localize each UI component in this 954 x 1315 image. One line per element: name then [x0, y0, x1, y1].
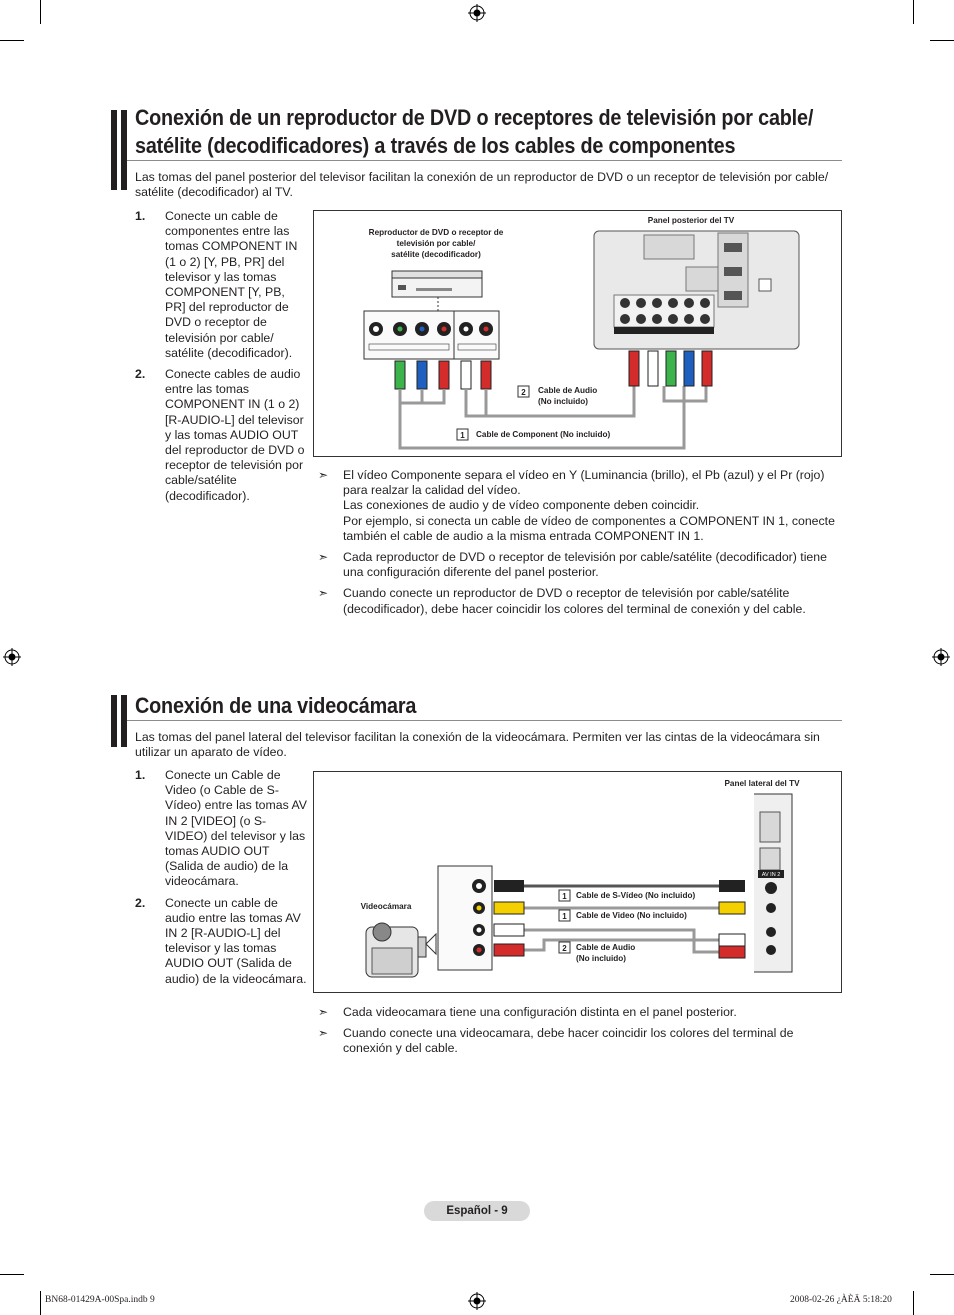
- crop-mark: [40, 0, 41, 24]
- note-item: [318, 586, 838, 616]
- step-number: 2.: [135, 367, 146, 382]
- tv-side-panel: [754, 794, 792, 972]
- dvd-player-icon: [392, 271, 482, 311]
- cable-label: (No incluido): [538, 397, 589, 406]
- cable-number: 1: [562, 892, 567, 901]
- note-list: [318, 468, 838, 623]
- device-label: satélite (decodificador): [391, 250, 481, 259]
- step-number: 2.: [135, 895, 146, 910]
- cable-label: Cable de Audio: [576, 943, 636, 952]
- print-slug: 2008-02-26 ¿ÀÈÄ 5:18:20: [790, 1295, 892, 1305]
- print-slug: BN68-01429A-00Spa.indb 9: [45, 1295, 155, 1305]
- page-title: [135, 104, 813, 160]
- title-rule: [127, 160, 842, 161]
- note-arrow-icon: ➣: [318, 468, 329, 482]
- cable-number: 1: [460, 431, 465, 440]
- tv-plugs: [629, 351, 712, 386]
- camcorder-connection-diagram: [313, 771, 842, 993]
- note-item: [318, 468, 838, 544]
- note-text: Cuando conecte un reproductor de DVD o receptor de televisión por cable/satélite (decodificador), debe hacer coincidir los colores del terminal de conexión y del cable.: [343, 586, 806, 616]
- registration-mark-icon: [932, 648, 950, 666]
- step-item: [135, 367, 307, 504]
- cable-label: Cable de Component (No incluido): [476, 430, 611, 439]
- crop-mark: [930, 40, 954, 41]
- crop-mark: [913, 1291, 914, 1315]
- cable-label: Cable de S-Vídeo (No incluido): [576, 891, 696, 900]
- step-text: Conecte un Cable de Video (o Cable de S-Vídeo) entre las tomas AV IN 2 [VIDEO] (o S-VIDEO) del televisor y las tomas AUDIO OUT (Salida de audio) de la videocámara.: [165, 768, 307, 889]
- camcorder-label: Videocámara: [360, 902, 412, 911]
- intro-text: Las tomas del panel posterior del televisor facilitan la conexión de un reproductor de DVD o un receptor de televisión por cable/ satélite (decodificador) al TV.: [135, 170, 829, 199]
- tv-back-panel: [594, 231, 799, 349]
- step-list: [135, 768, 307, 993]
- page-number: Español - 9: [424, 1201, 530, 1221]
- tv-plugs: [719, 880, 745, 958]
- cable-number: 1: [562, 912, 567, 921]
- tv-panel-label: Panel posterior del TV: [647, 216, 735, 225]
- crop-mark: [40, 1291, 41, 1315]
- note-arrow-icon: ➣: [318, 586, 329, 601]
- cable-label: (No incluido): [576, 954, 627, 963]
- cable-number: 2: [521, 388, 526, 397]
- note-item: [318, 550, 838, 580]
- crop-mark: [0, 40, 24, 41]
- title-line: Conexión de un reproductor de DVD o receptores de televisión por cable/: [135, 105, 814, 130]
- dvd-back-panel: [364, 311, 499, 359]
- cable-label: Cable de Video (No incluido): [576, 911, 687, 920]
- intro-text: Las tomas del panel lateral del televisor facilitan la conexión de la videocámara. Permiten ver las cintas de la videocámara sin utilizar un aparato de vídeo.: [135, 730, 820, 759]
- note-text: Cada reproductor de DVD o receptor de televisión por cable/satélite (decodificador) tiene una configuración diferente del panel posterior.: [343, 550, 827, 580]
- note-text: El vídeo Componente separa el vídeo en Y (Luminancia (brillo), el Pb (azul) y el Pr (rojo) para realzar la calidad del vídeo.: [343, 468, 825, 498]
- device-label: televisión por cable/: [396, 239, 476, 248]
- crop-mark: [913, 0, 914, 24]
- section-title: Conexión de una videocámara: [135, 693, 417, 718]
- step-text: Conecte un cable de audio entre las tomas AV IN 2 [R-AUDIO-L] del televisor y las tomas AUDIO OUT (Salida de audio) de la videocámara.: [165, 895, 307, 986]
- section-bar: [111, 695, 117, 747]
- tv-panel-label: Panel lateral del TV: [724, 779, 800, 788]
- dvd-connection-diagram: [313, 210, 842, 457]
- step-item: [135, 896, 307, 987]
- note-text: Las conexiones de audio y de vídeo componente deben coincidir.: [343, 498, 700, 513]
- title-rule: [127, 720, 842, 721]
- crop-mark: [0, 1274, 24, 1275]
- registration-mark-icon: [3, 648, 21, 666]
- note-list: [318, 1005, 838, 1063]
- step-text: Conecte cables de audio entre las tomas COMPONENT IN (1 o 2) [R-AUDIO-L] del televisor y las tomas AUDIO OUT del reproductor de DVD o receptor de televisión por cable/satélite (decodificador).: [165, 367, 305, 503]
- step-text: Conecte un cable de componentes entre las tomas COMPONENT IN (1 o 2) [Y, PB, PR] del televisor y las tomas COMPONENT [Y, PB, PR] del reproductor de DVD o receptor de televisión por cable/ satélite (decodificador).: [165, 209, 298, 360]
- registration-mark-icon: [468, 4, 486, 22]
- section-bar: [111, 110, 117, 190]
- section-bar: [121, 110, 127, 190]
- section-bar: [121, 695, 127, 747]
- camcorder-plugs: [494, 880, 524, 956]
- note-text: Por ejemplo, si conecta un cable de vídeo de componentes a COMPONENT IN 1, conecte también el cable de audio a la misma entrada COMPONENT IN 1.: [343, 513, 835, 543]
- note-item: [318, 1005, 838, 1020]
- dvd-connection-svg: [314, 211, 841, 456]
- crop-mark: [930, 1274, 954, 1275]
- camcorder-jack-panel: [438, 866, 492, 970]
- step-number: 1.: [135, 768, 146, 782]
- cable-label: Cable de Audio: [538, 386, 598, 395]
- device-label: Reproductor de DVD o receptor de: [368, 228, 504, 237]
- av-in-label: AV IN 2: [761, 872, 781, 878]
- title-line: satélite (decodificadores) a través de los cables de componentes: [135, 133, 736, 158]
- component-plugs: [395, 361, 491, 389]
- note-text: Cada videocamara tiene una configuración distinta en el panel posterior.: [343, 1005, 737, 1019]
- note-arrow-icon: ➣: [318, 1005, 329, 1019]
- registration-mark-icon: [468, 1292, 486, 1310]
- note-arrow-icon: ➣: [318, 1026, 329, 1041]
- camcorder-connection-svg: [314, 772, 841, 992]
- note-item: [318, 1026, 838, 1056]
- note-arrow-icon: ➣: [318, 550, 329, 565]
- step-item: [135, 209, 307, 361]
- step-list: [135, 209, 307, 510]
- step-item: [135, 768, 307, 890]
- note-text: Cuando conecte una videocamara, debe hacer coincidir los colores del terminal de conexión y del cable.: [343, 1026, 794, 1056]
- cable-number: 2: [562, 944, 567, 953]
- camcorder-icon: [366, 923, 436, 977]
- step-number: 1.: [135, 209, 146, 223]
